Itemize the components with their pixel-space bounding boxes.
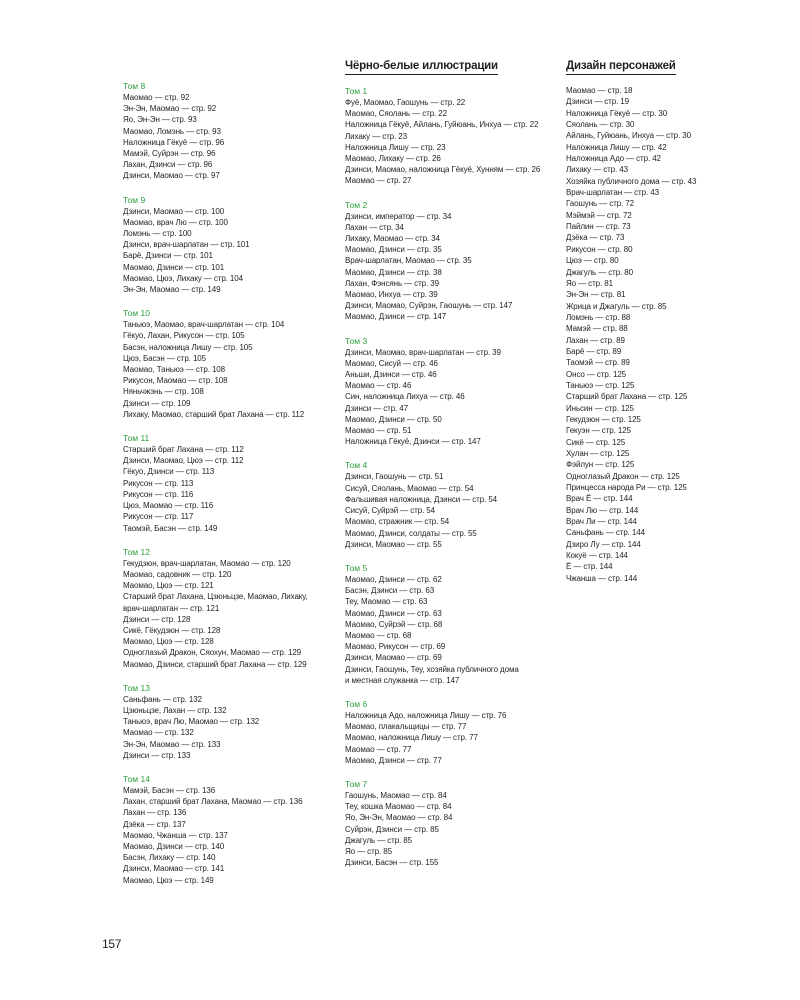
index-entry: Син, наложница Лихуа — стр. 46	[345, 392, 465, 402]
index-entry: Маомао, стражник — стр. 54	[345, 517, 450, 527]
index-entry: Аньши, Дзинси — стр. 46	[345, 370, 437, 380]
index-entry: Маомао, врач Лю — стр. 100	[123, 217, 228, 227]
index-entry: Дзинси, Маомао — стр. 141	[123, 864, 225, 874]
index-entry: Рикусон — стр. 117	[123, 512, 194, 522]
index-entry: Маомао, Чжанша — стр. 137	[123, 830, 228, 840]
index-entry: Дзинси, Маомао — стр. 100	[123, 206, 225, 216]
character-entry: Лахан — стр. 89	[566, 335, 625, 345]
index-entry: Маомао — стр. 77	[345, 744, 412, 754]
index-entry: Маомао, наложница Лишу — стр. 77	[345, 733, 478, 743]
index-entry: Маомао, Лихаку — стр. 26	[345, 154, 441, 164]
character-entry: Иньсин — стр. 125	[566, 403, 634, 413]
volume-title: Том 10	[123, 308, 150, 319]
index-entry: Рикусон — стр. 116	[123, 489, 194, 499]
index-entry: Дзинси, Маомао, наложница Гёкуё, Хунням — стр. 26	[345, 165, 541, 175]
index-entry: Лихаку, Маомао, старший брат Лахана — стр. 112	[123, 409, 305, 419]
index-entry: Лихаку, Маомао — стр. 34	[345, 234, 440, 244]
character-entry: Эн-Эн — стр. 81	[566, 290, 626, 300]
volume-title: Том 13	[123, 682, 150, 693]
column-volumes-8-14	[123, 80, 328, 898]
index-entry: Дзинси, Маомао — стр. 97	[123, 171, 220, 181]
index-entry: Маомао — стр. 51	[345, 426, 412, 436]
character-entry: Таньюэ — стр. 125	[566, 380, 635, 390]
index-entry: Маомао, Суйрэй — стр. 68	[345, 619, 443, 629]
column-character-design	[566, 56, 771, 584]
character-entry: Гаошунь — стр. 72	[566, 199, 634, 209]
column-bw-illustrations	[345, 56, 555, 880]
index-entry: Маомао, плакальщицы — стр. 77	[345, 722, 467, 732]
index-entry: Дзинси, Маомао, врач-шарлатан — стр. 39	[345, 347, 501, 357]
index-entry: Маомао, Дзинси — стр. 140	[123, 841, 225, 851]
section-heading-character-design: Дизайн персонажей	[566, 60, 676, 75]
character-entry: Врач-шарлатан — стр. 43	[566, 188, 659, 198]
index-entry: Джагуль — стр. 85	[345, 835, 412, 845]
index-entry: Рикусон — стр. 113	[123, 478, 194, 488]
volume-title: Том 3	[345, 335, 368, 346]
index-entry: Дзинси — стр. 109	[123, 398, 191, 408]
index-entry: Маомао, Дзинси — стр. 38	[345, 267, 442, 277]
character-entry: Фэйлун — стр. 125	[566, 460, 635, 470]
volume-block	[123, 773, 328, 886]
index-entry: Маомао, Цюэ — стр. 121	[123, 581, 214, 591]
index-entry: Маомао, Цюэ — стр. 128	[123, 637, 214, 647]
index-entry: Гекудзюн, врач-шарлатан, Маомао — стр. 120	[123, 558, 291, 568]
character-entry: Джагуль — стр. 80	[566, 267, 633, 277]
index-entry: Яо — стр. 85	[345, 846, 392, 856]
character-entry: Айлань, Гуйюань, Инхуа — стр. 30	[566, 131, 691, 141]
page-number: 157	[102, 937, 122, 951]
volume-block	[123, 307, 328, 420]
volume-title: Том 6	[345, 698, 368, 709]
character-entry: Цюэ — стр. 80	[566, 256, 619, 266]
index-entry: Эн-Эн, Маомао — стр. 92	[123, 104, 217, 114]
index-entry: Дзинси — стр. 133	[123, 750, 191, 760]
index-entry: Лахан — стр. 34	[345, 222, 404, 232]
index-entry: Яо, Эн-Эн, Маомао — стр. 84	[345, 813, 453, 823]
index-entry: Сикё, Гёкудзюн — стр. 128	[123, 625, 221, 635]
character-entry: Сикё — стр. 125	[566, 437, 626, 447]
index-entry: Таньюэ, врач Лю, Маомао — стр. 132	[123, 717, 260, 727]
index-entry: и местная служанка — стр. 147	[345, 675, 460, 685]
index-entry: Маомао, Дзинси, старший брат Лахана — стр. 129	[123, 659, 307, 669]
index-entry: Дзинси, император — стр. 34	[345, 211, 452, 221]
volume-block	[345, 335, 555, 448]
index-entry: Врач-шарлатан, Маомао — стр. 35	[345, 256, 472, 266]
volume-title: Том 8	[123, 81, 146, 91]
volume-block	[345, 85, 555, 187]
index-entry: Наложница Гёкуё, Айлань, Гуйюань, Инхуа — стр. 22	[345, 120, 539, 130]
character-entry: Мамэй — стр. 88	[566, 324, 628, 334]
index-entry: Маомао, Сисуй — стр. 46	[345, 358, 438, 368]
volume-title: Том 1	[345, 86, 368, 96]
index-entry: Лахан — стр. 136	[123, 808, 187, 818]
index-entry: Маомао — стр. 27	[345, 176, 412, 186]
index-entry: Дзинси, Гаошунь — стр. 51	[345, 472, 444, 482]
index-entry: Фальшивая наложница, Дзинси — стр. 54	[345, 494, 498, 504]
index-entry: Дзинси, Маомао — стр. 69	[345, 653, 442, 663]
character-entry: Рикусон — стр. 80	[566, 244, 633, 254]
character-entry: Врач Лю — стр. 144	[566, 505, 639, 515]
index-entry: Маомао — стр. 132	[123, 728, 194, 738]
index-entry: Гаошунь, Маомао — стр. 84	[345, 790, 447, 800]
character-entry: Ё — стр. 144	[566, 562, 613, 572]
volume-block	[123, 194, 328, 296]
index-entry: Мамэй, Басэн — стр. 136	[123, 785, 216, 795]
character-entry: Кокуё — стр. 144	[566, 551, 628, 561]
index-entry: Няньчжэнь — стр. 108	[123, 387, 204, 397]
character-entry: Яо — стр. 81	[566, 278, 613, 288]
index-entry: Дзинси, Гаошунь, Теу, хозяйка публичного дома	[345, 664, 519, 674]
volume-title: Том 5	[345, 562, 368, 573]
character-entry: Лихаку — стр. 43	[566, 165, 628, 175]
index-entry: Таньюэ, Маомао, врач-шарлатан — стр. 104	[123, 320, 285, 330]
index-entry: Маомао, Сяолань — стр. 22	[345, 109, 447, 119]
character-entry: Хозяйка публичного дома — стр. 43	[566, 176, 697, 186]
index-entry: Дзинси, Басэн — стр. 155	[345, 858, 439, 868]
index-entry: Маомао, Дзинси, солдаты — стр. 55	[345, 528, 477, 538]
character-entry: Таомэй — стр. 89	[566, 358, 630, 368]
index-entry: Рикусон, Маомао — стр. 108	[123, 376, 228, 386]
character-entry: Гекудзюн — стр. 125	[566, 414, 641, 424]
volume-block	[123, 682, 328, 761]
index-entry: Басэн, наложница Лишу — стр. 105	[123, 342, 253, 352]
index-entry: Дзинси, Маомао, Суйрэн, Гаошунь — стр. 147	[345, 301, 513, 311]
index-entry: Маомао, Дзинси — стр. 77	[345, 755, 442, 765]
index-entry: Маомао — стр. 68	[345, 630, 412, 640]
index-entry: Маомао — стр. 92	[123, 93, 190, 102]
index-entry: Ломэнь — стр. 100	[123, 229, 192, 239]
volume-block	[345, 778, 555, 868]
character-entry: Жрица и Джагуль — стр. 85	[566, 301, 667, 311]
index-entry: Фуё, Маомао, Гаошунь — стр. 22	[345, 98, 466, 107]
index-entry: Маомао, Дзинси — стр. 62	[345, 574, 442, 584]
index-entry: Эн-Эн, Маомао — стр. 133	[123, 739, 221, 749]
character-entry: Саньфань — стр. 144	[566, 528, 645, 538]
index-entry: Лахан, старший брат Лахана, Маомао — стр. 136	[123, 797, 303, 807]
character-design-list	[566, 85, 771, 584]
index-entry: Старший брат Лахана, Цзюньцзе, Маомао, Лихаку,	[123, 592, 308, 602]
index-entry: Маомао, Рикусон — стр. 69	[345, 642, 446, 652]
character-entry: Сяолань — стр. 30	[566, 120, 635, 130]
index-entry: Наложница Лишу — стр. 23	[345, 142, 446, 152]
index-entry: Цюэ, Маомао — стр. 116	[123, 501, 214, 511]
index-entry: Маомао, Дзинси — стр. 35	[345, 245, 442, 255]
volume-block	[123, 546, 328, 670]
character-entry: Наложница Адо — стр. 42	[566, 154, 661, 164]
volume-title: Том 14	[123, 773, 150, 784]
character-entry: Наложница Гёкуё — стр. 30	[566, 108, 668, 118]
character-entry: Старший брат Лахана — стр. 125	[566, 392, 688, 402]
index-entry: Маомао, Цюэ, Лихаку — стр. 104	[123, 273, 243, 283]
index-entry: Мамэй, Суйрэн — стр. 96	[123, 149, 216, 159]
index-entry: Басэн, Лихаку — стр. 140	[123, 853, 216, 863]
character-entry: Пайлин — стр. 73	[566, 222, 631, 232]
index-entry: Яо, Эн-Эн — стр. 93	[123, 115, 197, 125]
index-entry: Наложница Гёкуё — стр. 96	[123, 137, 225, 147]
index-entry: Суйрэн, Дзинси — стр. 85	[345, 824, 439, 834]
index-entry: Маомао, Дзинси — стр. 101	[123, 262, 225, 272]
index-entry: Дзинси, врач-шарлатан — стр. 101	[123, 240, 250, 250]
index-entry: Дзинси — стр. 128	[123, 614, 191, 624]
character-entry: Маомао — стр. 18	[566, 86, 633, 95]
index-entry: Дзинси, Маомао, Цюэ — стр. 112	[123, 456, 244, 466]
character-entry: Наложница Лишу — стр. 42	[566, 142, 667, 152]
index-entry: Гёкуо, Лахан, Рикусон — стр. 105	[123, 331, 245, 341]
character-entry: Дзинси — стр. 19	[566, 97, 630, 107]
index-entry: Старший брат Лахана — стр. 112	[123, 445, 244, 455]
character-entry: Врач Ли — стр. 144	[566, 517, 637, 527]
index-entry: Цюэ, Басэн — стр. 105	[123, 353, 206, 363]
index-entry: Эн-Эн, Маомао — стр. 149	[123, 285, 221, 295]
index-entry: Наложница Гёкуё, Дзинси — стр. 147	[345, 437, 481, 447]
index-entry: Теу, кошка Маомао — стр. 84	[345, 802, 452, 812]
index-entry: Сисуй, Суйрэй — стр. 54	[345, 506, 436, 516]
character-entry: Онсо — стр. 125	[566, 369, 627, 379]
index-entry: Лахан, Фэнсянь — стр. 39	[345, 278, 439, 288]
index-entry: Басэн, Дзинси — стр. 63	[345, 586, 435, 596]
index-entry: Маомао, Дзинси — стр. 147	[345, 312, 447, 322]
volume-block	[345, 562, 555, 686]
bw-illustrations-list	[345, 85, 555, 868]
character-entry: Чжанша — стр. 144	[566, 573, 638, 583]
character-entry: Одноглазый Дракон — стр. 125	[566, 471, 680, 481]
volume-title: Том 12	[123, 546, 150, 557]
index-entry: Наложница Адо, наложница Лишу — стр. 76	[345, 710, 507, 720]
section-heading-bw-illustrations: Чёрно-белые иллюстрации	[345, 60, 498, 75]
character-entry: Врач Ё — стр. 144	[566, 494, 633, 504]
volume-title: Том 7	[345, 778, 368, 789]
volume-block	[345, 199, 555, 323]
index-entry: Гёкуо, Дзинси — стр. 113	[123, 467, 215, 477]
index-entry: Одноглазый Дракон, Сяохун, Маомао — стр. 129	[123, 648, 302, 658]
volume-title: Том 9	[123, 194, 146, 205]
volume-block	[123, 432, 328, 534]
character-entry: Барё — стр. 89	[566, 346, 622, 356]
index-entry: Дзинси, Маомао — стр. 55	[345, 539, 442, 549]
character-entry: Дзиро Лу — стр. 144	[566, 539, 641, 549]
character-entry: Мэймэй — стр. 72	[566, 210, 632, 220]
index-entry: Маомао, Таньюэ — стр. 108	[123, 365, 225, 375]
index-entry: Маомао, Дзинси — стр. 63	[345, 608, 442, 618]
index-entry: Маомао, садовник — стр. 120	[123, 569, 232, 579]
index-entry: Маомао, Инхуа — стр. 39	[345, 290, 438, 300]
index-entry: Дзёка — стр. 137	[123, 819, 186, 829]
index-entry: Маомао, Цюэ — стр. 149	[123, 875, 214, 885]
index-entry: Маомао, Дзинси — стр. 50	[345, 414, 442, 424]
character-entry: Дзёка — стр. 73	[566, 233, 625, 243]
index-entry: Цзюньцзе, Лахан — стр. 132	[123, 705, 227, 715]
volume-title: Том 4	[345, 460, 368, 471]
volume-title: Том 2	[345, 199, 368, 210]
volume-title: Том 11	[123, 433, 150, 444]
index-entry: Сисуй, Сяолань, Маомао — стр. 54	[345, 483, 474, 493]
index-entry: Саньфань — стр. 132	[123, 694, 202, 704]
volume-block	[345, 459, 555, 549]
index-entry: Таомэй, Басэн — стр. 149	[123, 523, 218, 533]
character-entry: Хулан — стр. 125	[566, 449, 630, 458]
index-entry: Дзинси — стр. 47	[345, 403, 409, 413]
character-entry: Ломэнь — стр. 88	[566, 312, 631, 322]
index-entry: Барё, Дзинси — стр. 101	[123, 251, 213, 261]
index-entry: Маомао, Ломэнь — стр. 93	[123, 126, 221, 136]
character-entry: Принцесса народа Ри — стр. 125	[566, 483, 687, 493]
volume-block	[345, 698, 555, 766]
index-entry: Лахан, Дзинси — стр. 96	[123, 160, 213, 170]
volume-block	[123, 80, 328, 182]
index-entry: Теу, Маомао — стр. 63	[345, 597, 428, 607]
index-entry: врач-шарлатан — стр. 121	[123, 603, 220, 613]
index-entry: Маомао — стр. 46	[345, 381, 412, 391]
index-entry: Лихаку — стр. 23	[345, 131, 407, 141]
character-entry: Гекуэн — стр. 125	[566, 426, 631, 436]
